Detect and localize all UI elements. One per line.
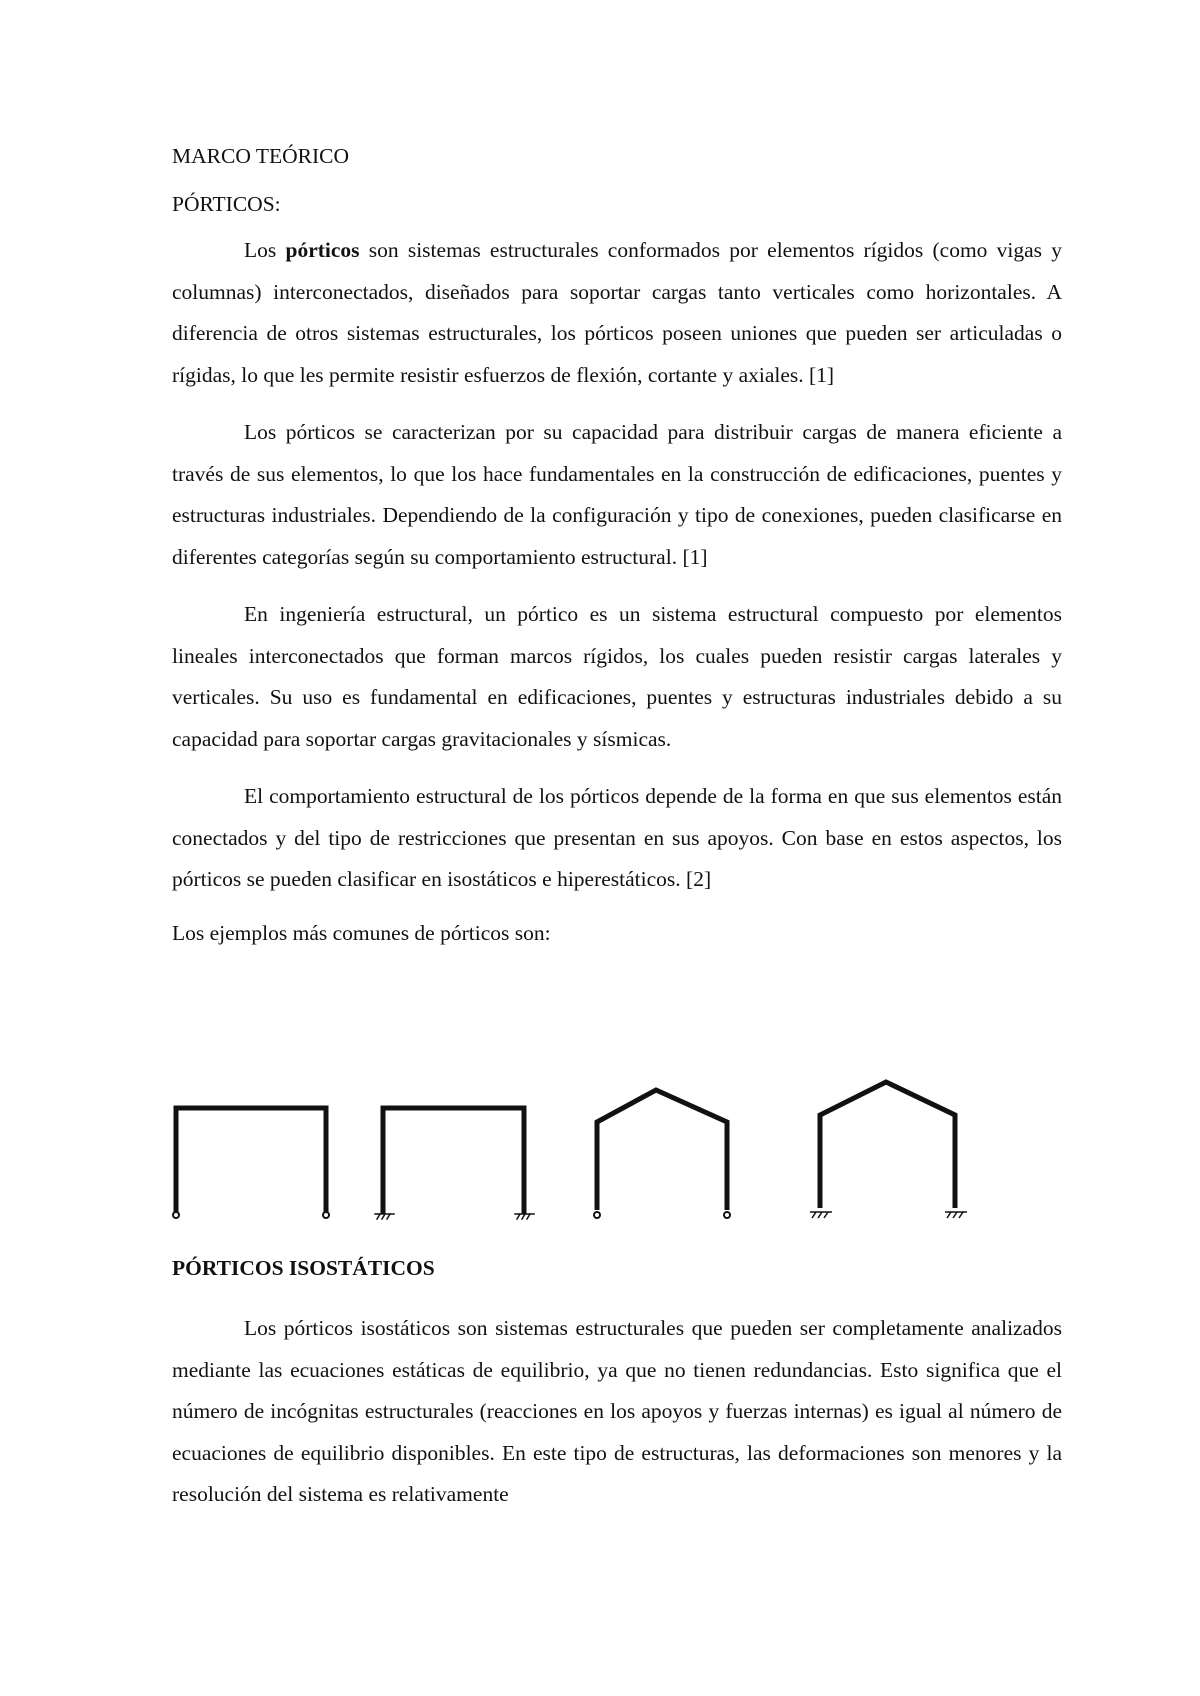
document-page <box>172 140 1062 1506</box>
frame-4-members <box>820 1082 955 1208</box>
frame-4-right-fixed-support-icon <box>945 1212 967 1218</box>
frame-3-right-support-icon <box>724 1212 730 1218</box>
paragraph-1-bold-term: pórticos <box>285 238 360 262</box>
frame-2-left-fixed-support-icon <box>375 1214 394 1219</box>
frames-illustration <box>172 1070 1062 1230</box>
frame-2-members <box>383 1108 524 1212</box>
paragraph-3: En ingeniería estructural, un pórtico es un sistema estructural compuesto por elementos lineales interconectados que forman marcos rígidos, los cuales pueden resistir cargas laterales y verticales. Su uso es fundamental en edificaciones, puentes y estructuras industriales debido a su capacidad para soportar cargas gravitacionales y sísmicas. <box>172 602 1062 751</box>
section-heading-isostaticos: PÓRTICOS ISOSTÁTICOS <box>172 1256 435 1280</box>
frames-figure <box>172 1070 1062 1230</box>
frame-4-left-fixed-support-icon <box>810 1212 832 1218</box>
paragraph-1 <box>172 230 1062 396</box>
frame-rectangular-fixed <box>375 1108 534 1219</box>
frame-2-right-fixed-support-icon <box>515 1214 534 1219</box>
paragraph-isostaticos: Los pórticos isostáticos son sistemas estructurales que pueden ser completamente analizados mediante las ecuaciones estáticas de equilibrio, ya que no tienen redundancias. Esto significa que el número de incógnitas estructurales (reacciones en los apoyos y fuerzas internas) es igual al número de ecuaciones de equilibrio disponibles. En este tipo de estructuras, las deformaciones son menores y la resolución del sistema es relativamente <box>172 1316 1062 1506</box>
frame-1-right-support-icon <box>323 1212 329 1218</box>
frame-3-left-support-icon <box>594 1212 600 1218</box>
document-title: MARCO TEÓRICO <box>172 144 349 168</box>
frame-gabled-pinned <box>594 1090 730 1218</box>
frame-1-members <box>176 1108 326 1210</box>
frame-gabled-fixed <box>810 1082 967 1218</box>
paragraph-4: El comportamiento estructural de los pórticos depende de la forma en que sus elementos están conectados y del tipo de restricciones que presentan en sus apoyos. Con base en estos aspectos, los pórticos se pueden clasificar en isostáticos e hiperestáticos. [2] <box>172 784 1062 891</box>
paragraph-1-start: Los <box>244 238 286 262</box>
paragraph-1-rest: son sistemas estructurales conformados por elementos rígidos (como vigas y columnas) interconectados, diseñados para soportar cargas tanto verticales como horizontales. A diferencia de otros sistemas estructurales, los pórticos poseen uniones que pueden ser articuladas o rígidas, lo que les permite resistir esfuerzos de flexión, cortante y axiales. [1] <box>172 238 1062 387</box>
frame-3-members <box>597 1090 727 1210</box>
paragraph-2: Los pórticos se caracterizan por su capacidad para distribuir cargas de manera eficiente a través de sus elementos, lo que los hace fundamentales en la construcción de edificaciones, puentes y estructuras industriales. Dependiendo de la configuración y tipo de conexiones, pueden clasificarse en diferentes categorías según su comportamiento estructural. [1] <box>172 420 1062 569</box>
examples-intro: Los ejemplos más comunes de pórticos son: <box>172 920 551 945</box>
section-heading-porticos: PÓRTICOS: <box>172 192 281 216</box>
frame-rectangular-pinned <box>173 1108 329 1218</box>
section-isostaticos-body <box>172 1308 1062 1532</box>
frame-1-left-support-icon <box>173 1212 179 1218</box>
